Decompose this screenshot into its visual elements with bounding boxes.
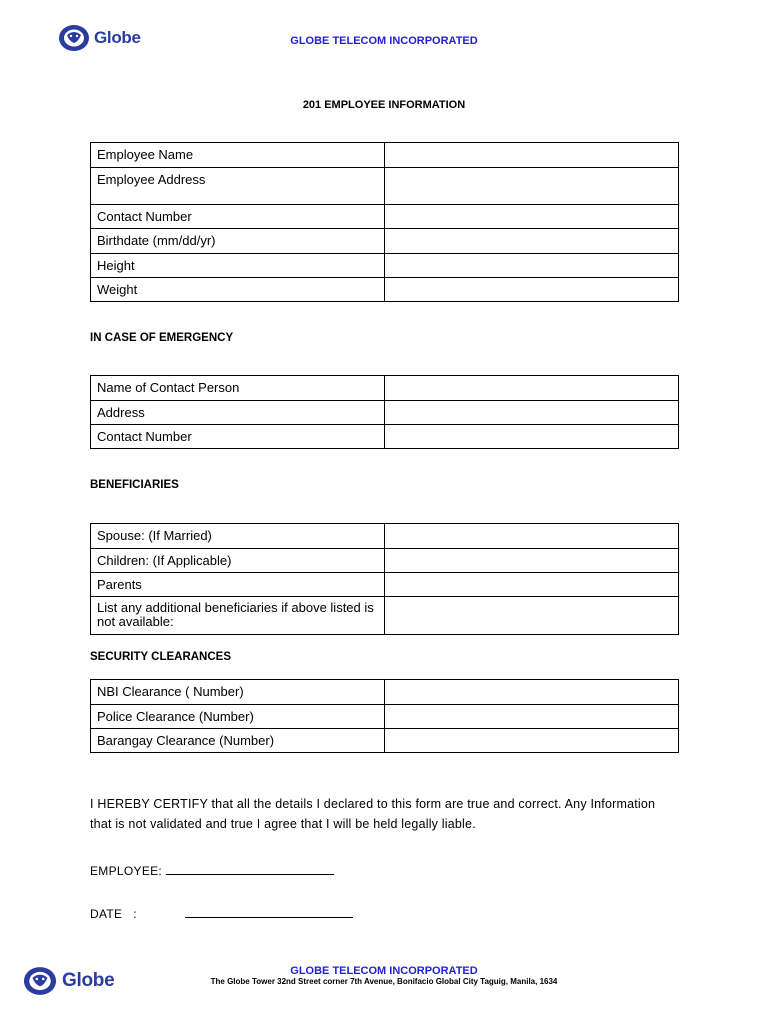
table-row: [91, 229, 679, 254]
table-row: [91, 143, 679, 168]
table-row: [91, 425, 679, 449]
table-row: [91, 729, 679, 753]
row-label: Parents: [91, 573, 385, 597]
certification-text: I HEREBY CERTIFY that all the details I declared to this form are true and correct. Any Information that is not validated and true I agree that I will be held legally liable.: [90, 797, 656, 831]
table-row: [91, 168, 679, 205]
emergency-address-field[interactable]: [385, 401, 679, 425]
table-row: [91, 401, 679, 425]
row-label: NBI Clearance ( Number): [91, 680, 385, 705]
row-label: Address: [91, 401, 385, 425]
security-clearances-heading: SECURITY CLEARANCES: [90, 651, 231, 663]
contact-number-field[interactable]: [385, 205, 679, 229]
table-row: [91, 254, 679, 278]
row-label: Children: (If Applicable): [91, 549, 385, 573]
beneficiaries-table: [90, 523, 679, 635]
employee-signature-line[interactable]: [166, 864, 334, 875]
row-label: Spouse: (If Married): [91, 524, 385, 549]
row-label: Contact Number: [91, 425, 385, 449]
row-label: Employee Name: [91, 143, 385, 168]
row-label: Employee Address: [91, 168, 385, 205]
globe-logo-text: Globe: [62, 970, 115, 991]
footer-company-name: GLOBE TELECOM INCORPORATED: [290, 965, 478, 977]
height-field[interactable]: [385, 254, 679, 278]
row-label: Birthdate (mm/dd/yr): [91, 229, 385, 254]
table-row: [91, 573, 679, 597]
employee-address-field[interactable]: [385, 168, 679, 205]
row-label: Height: [91, 254, 385, 278]
barangay-clearance-field[interactable]: [385, 729, 679, 753]
table-row: [91, 278, 679, 302]
row-label: Police Clearance (Number): [91, 705, 385, 729]
emergency-heading: IN CASE OF EMERGENCY: [90, 332, 234, 344]
globe-logo-text: Globe: [94, 28, 141, 47]
table-row: [91, 597, 679, 635]
employee-info-table: [90, 142, 679, 302]
police-clearance-field[interactable]: [385, 705, 679, 729]
birthdate-field[interactable]: [385, 229, 679, 254]
table-row: [91, 524, 679, 549]
date-signature: [90, 907, 353, 921]
table-row: [91, 549, 679, 573]
table-row: [91, 205, 679, 229]
date-label: DATE :: [90, 907, 137, 921]
additional-beneficiaries-field[interactable]: [385, 597, 679, 635]
company-name: GLOBE TELECOM INCORPORATED: [290, 35, 478, 47]
employee-signature: [90, 864, 334, 878]
spouse-field[interactable]: [385, 524, 679, 549]
row-label: Contact Number: [91, 205, 385, 229]
beneficiaries-heading: BENEFICIARIES: [90, 479, 179, 491]
children-field[interactable]: [385, 549, 679, 573]
table-row: [91, 680, 679, 705]
row-label: List any additional beneficiaries if above listed is not available:: [91, 597, 385, 635]
date-line[interactable]: [185, 907, 353, 918]
contact-person-field[interactable]: [385, 376, 679, 401]
employee-name-field[interactable]: [385, 143, 679, 168]
table-row: [91, 376, 679, 401]
row-label: Barangay Clearance (Number): [91, 729, 385, 753]
emergency-contact-number-field[interactable]: [385, 425, 679, 449]
employee-signature-label: EMPLOYEE:: [90, 864, 163, 878]
document-title: 201 EMPLOYEE INFORMATION: [302, 99, 466, 111]
parents-field[interactable]: [385, 573, 679, 597]
weight-field[interactable]: [385, 278, 679, 302]
nbi-clearance-field[interactable]: [385, 680, 679, 705]
row-label: Weight: [91, 278, 385, 302]
table-row: [91, 705, 679, 729]
clearances-table: [90, 679, 679, 753]
row-label: Name of Contact Person: [91, 376, 385, 401]
emergency-table: [90, 375, 679, 449]
footer-address: The Globe Tower 32nd Street corner 7th Avenue, Bonifacio Global City Taguig, Manila, 1634: [210, 977, 558, 986]
